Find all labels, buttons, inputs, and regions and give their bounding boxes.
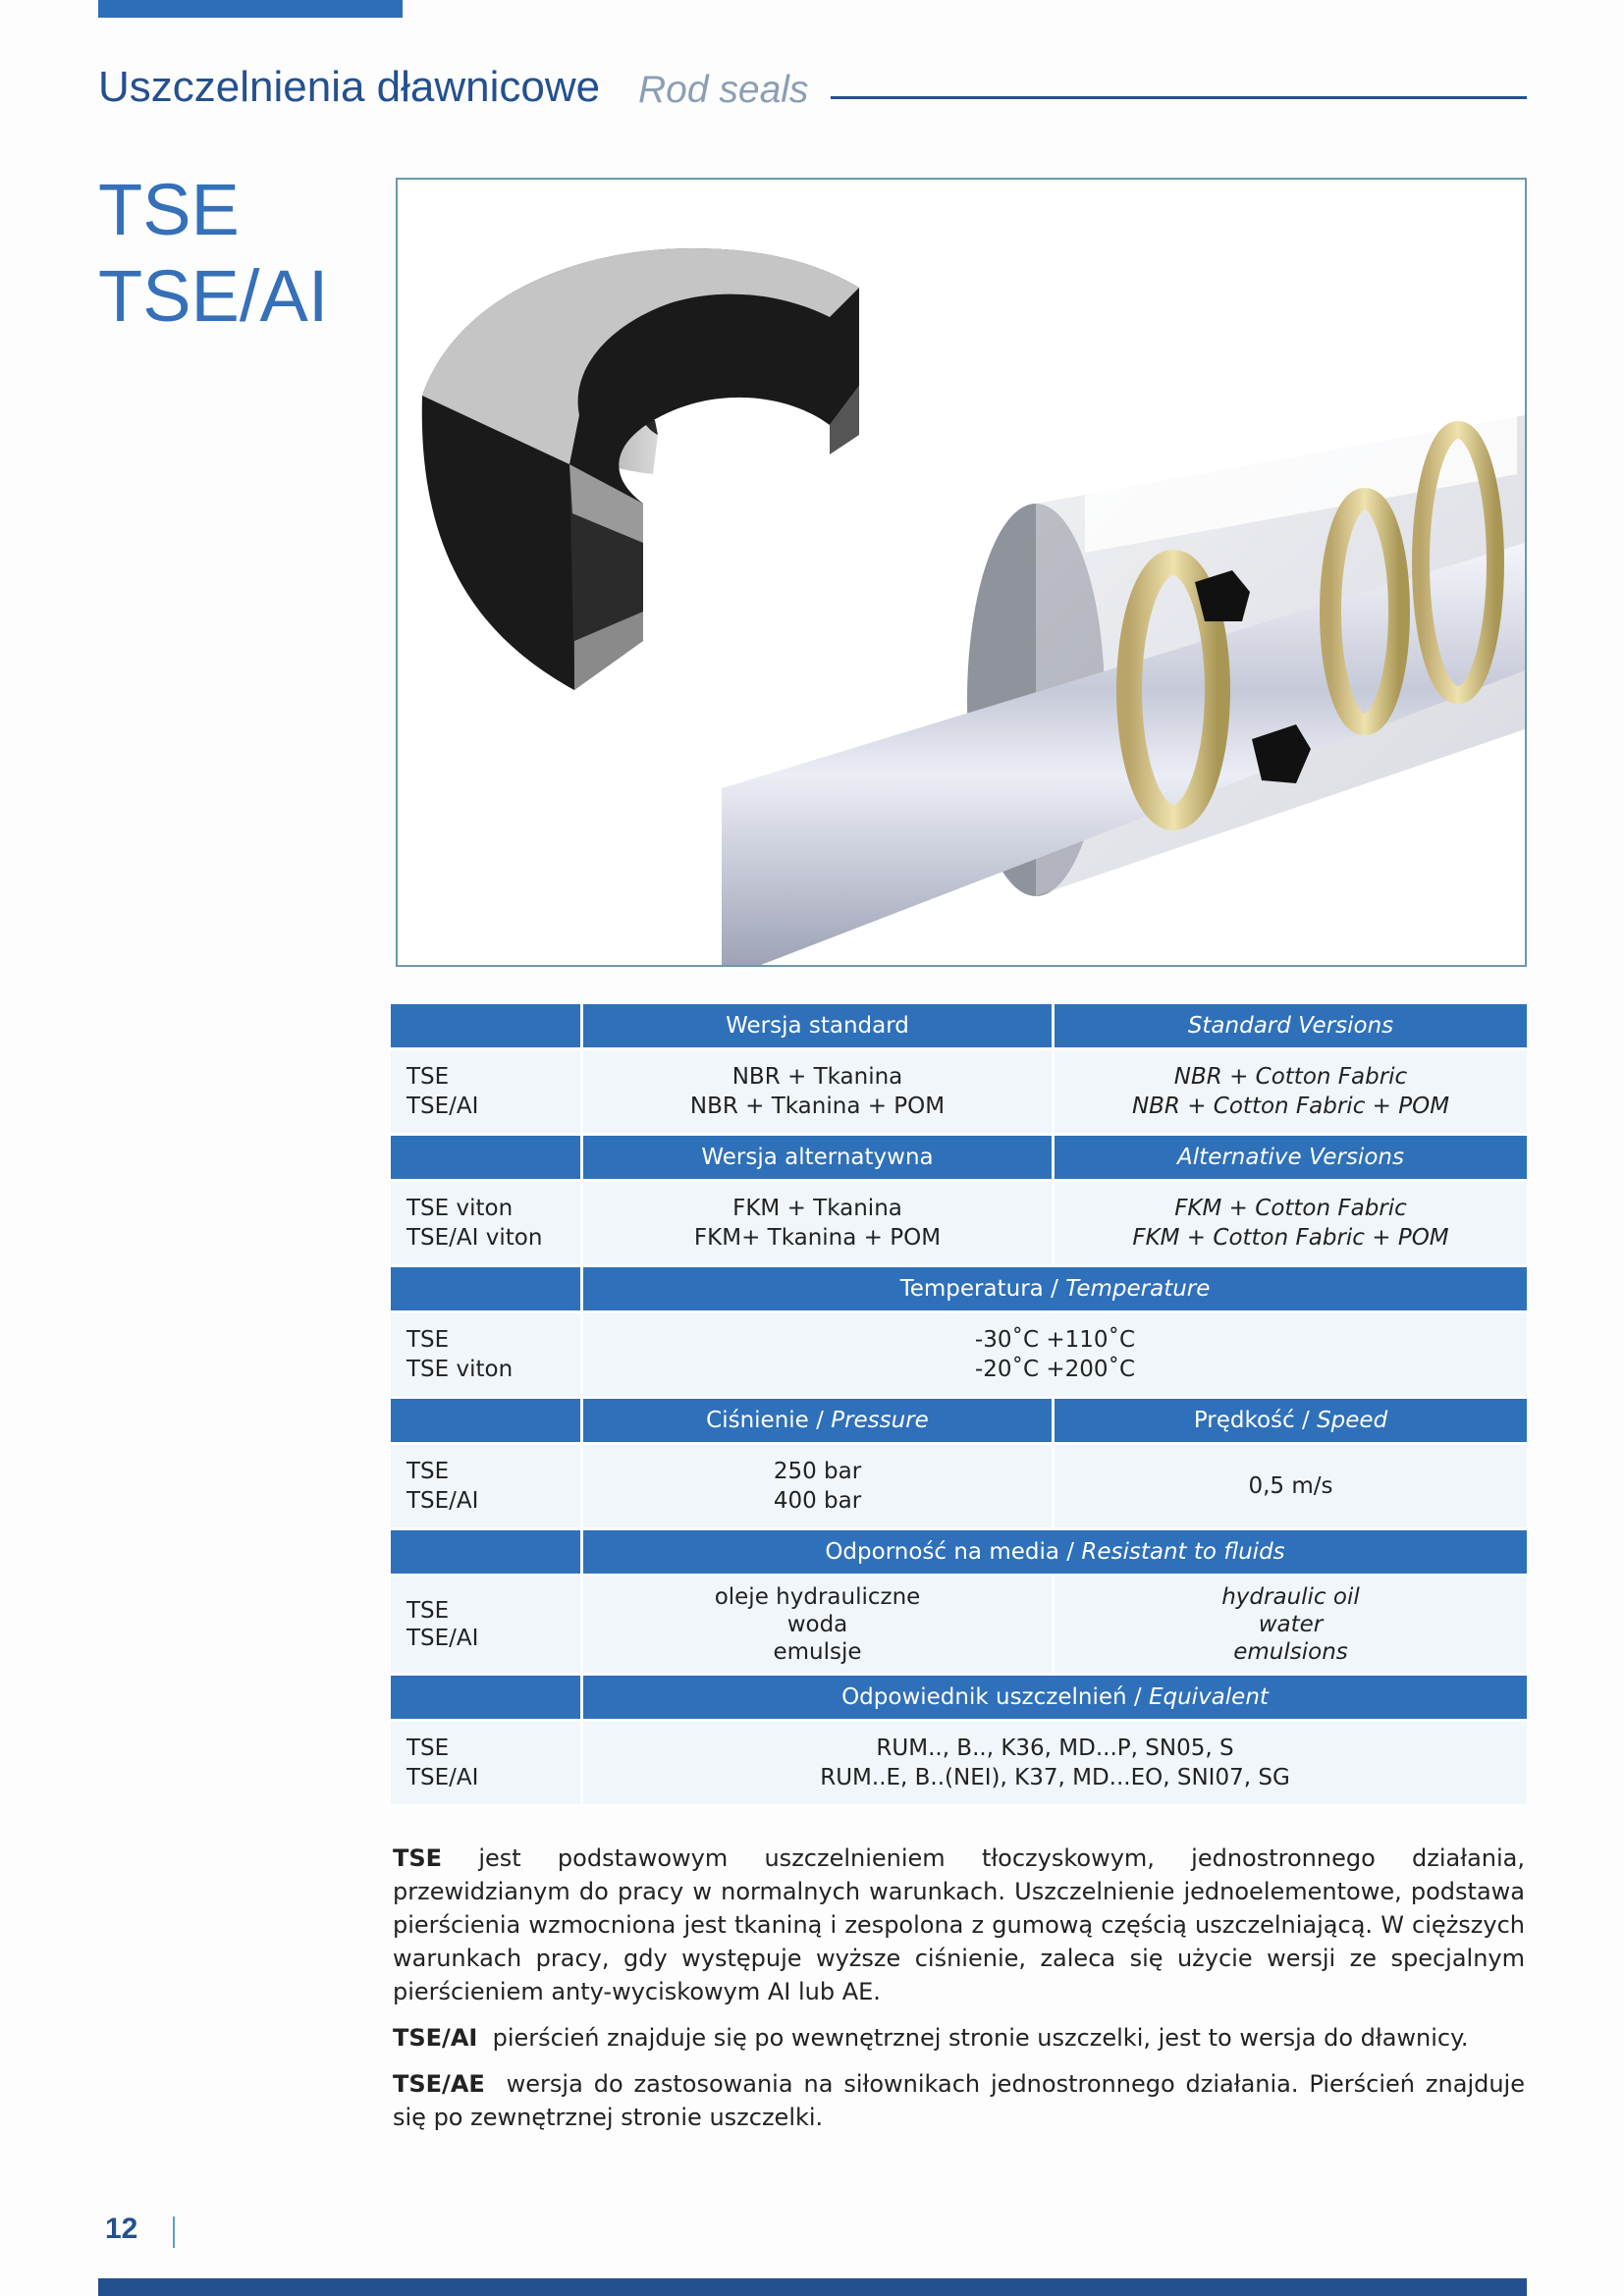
header-fluids bbox=[583, 1530, 1527, 1576]
temperature-value: -20˚C +200˚C bbox=[974, 1357, 1136, 1382]
product-name: TSE/AI bbox=[406, 1094, 479, 1119]
header-temperature bbox=[583, 1267, 1527, 1313]
header-empty-cell bbox=[391, 1267, 583, 1313]
header-speed-pl: Prędkość / bbox=[1193, 1408, 1310, 1433]
product-title-line1: TSE bbox=[98, 169, 240, 250]
table-row bbox=[391, 1445, 1527, 1530]
description-term: TSE bbox=[393, 1844, 443, 1872]
table-header-row bbox=[391, 1136, 1527, 1182]
product-name: TSE bbox=[406, 1064, 450, 1090]
table-row bbox=[391, 1182, 1527, 1267]
material-en: FKM + Cotton Fabric bbox=[1174, 1196, 1407, 1221]
header-standard-pl: Wersja standard bbox=[583, 1004, 1055, 1050]
header-empty-cell bbox=[391, 1676, 583, 1722]
pressure-value: 250 bar bbox=[773, 1459, 862, 1484]
fluid-pl: woda bbox=[786, 1612, 848, 1637]
material-en: FKM + Cotton Fabric + POM bbox=[1132, 1225, 1449, 1251]
product-name-cell bbox=[391, 1576, 583, 1676]
table-row bbox=[391, 1313, 1527, 1399]
product-title-line2: TSE/AI bbox=[98, 255, 329, 337]
fluid-en: emulsions bbox=[1233, 1639, 1348, 1665]
header-fluids-pl: Odporność na media / bbox=[825, 1539, 1075, 1565]
product-name: TSE/AI bbox=[406, 1765, 479, 1790]
header-empty-cell bbox=[391, 1399, 583, 1445]
top-accent-bar bbox=[98, 0, 403, 18]
fluid-pl: emulsje bbox=[773, 1639, 862, 1665]
product-name: TSE viton bbox=[406, 1196, 514, 1221]
description-body: wersja do zastosowania na siłownikach jednostronnego działania. Pierścień znajduje się po zewnętrznej stronie uszczelki. bbox=[393, 2070, 1533, 2131]
fluids-en-cell bbox=[1055, 1576, 1527, 1676]
header-empty-cell bbox=[391, 1530, 583, 1576]
table-header-row bbox=[391, 1004, 1527, 1050]
page-header bbox=[98, 63, 1527, 122]
material-en-cell bbox=[1055, 1182, 1527, 1267]
page-number-separator bbox=[173, 2216, 175, 2248]
header-standard-en: Standard Versions bbox=[1055, 1004, 1527, 1050]
material-pl-cell bbox=[583, 1050, 1055, 1136]
description-body: jest podstawowym uszczelnieniem tłoczyskowym, jednostronnego działania, przewidzianym do pracy w normalnych warunkach. Uszczelnienie jednoelementowe, podstawa pierścienia wzmocniona jest tkaniną i zespolona z gumową częścią uszczelniającą. W cięższych warunkach pracy, gdy występuje wyższe ciśnienie, zaleca się użycie wersji ze specjalnym pierścieniem anty-wyciskowym AI lub AE. bbox=[393, 1844, 1525, 2005]
fluid-en: water bbox=[1258, 1612, 1324, 1637]
product-name: TSE viton bbox=[406, 1357, 514, 1382]
header-fluids-en: Resistant to fluids bbox=[1081, 1539, 1285, 1565]
description-term: TSE/AI bbox=[393, 2024, 478, 2052]
description-term: TSE/AE bbox=[393, 2070, 485, 2098]
table-header-row bbox=[391, 1676, 1527, 1722]
equivalent-value: RUM.., B.., K36, MD...P, SN05, S bbox=[876, 1735, 1234, 1761]
product-name-cell bbox=[391, 1722, 583, 1807]
pressure-cell bbox=[583, 1445, 1055, 1530]
header-empty-cell bbox=[391, 1136, 583, 1182]
header-pressure-pl: Ciśnienie / bbox=[706, 1408, 824, 1433]
header-pressure-en: Pressure bbox=[831, 1408, 929, 1433]
fluids-pl-cell bbox=[583, 1576, 1055, 1676]
table-header-row bbox=[391, 1267, 1527, 1313]
description-text bbox=[393, 1842, 1533, 2147]
product-name: TSE/AI bbox=[406, 1626, 479, 1651]
product-name: TSE bbox=[406, 1327, 450, 1353]
product-name: TSE bbox=[406, 1459, 450, 1484]
material-en: NBR + Cotton Fabric + POM bbox=[1131, 1094, 1450, 1119]
header-temperature-pl: Temperatura / bbox=[899, 1276, 1058, 1302]
material-pl: FKM + Tkanina bbox=[732, 1196, 902, 1221]
fluid-en: hydraulic oil bbox=[1221, 1584, 1360, 1610]
material-pl: NBR + Tkanina + POM bbox=[689, 1094, 946, 1119]
description-body: pierścień znajduje się po wewnętrznej stronie uszczelki, jest to wersja do dławnicy. bbox=[477, 2024, 1469, 2052]
product-name-cell bbox=[391, 1313, 583, 1399]
description-paragraph bbox=[393, 2067, 1533, 2134]
header-speed bbox=[1055, 1399, 1527, 1445]
header-empty-cell bbox=[391, 1004, 583, 1050]
header-title-en: Rod seals bbox=[638, 69, 809, 111]
product-name: TSE/AI viton bbox=[406, 1225, 543, 1251]
product-title bbox=[98, 167, 328, 340]
table-row bbox=[391, 1722, 1527, 1807]
description-paragraph bbox=[393, 1842, 1525, 2008]
material-en: NBR + Cotton Fabric bbox=[1173, 1064, 1408, 1090]
seal-render-image bbox=[398, 180, 1525, 965]
header-pressure bbox=[583, 1399, 1055, 1445]
product-name-cell bbox=[391, 1050, 583, 1136]
header-speed-en: Speed bbox=[1317, 1408, 1388, 1433]
header-alternative-pl: Wersja alternatywna bbox=[583, 1136, 1055, 1182]
product-illustration bbox=[396, 178, 1527, 967]
page-number: 12 bbox=[105, 2213, 138, 2245]
material-pl: NBR + Tkanina bbox=[731, 1064, 903, 1090]
material-pl: FKM+ Tkanina + POM bbox=[693, 1225, 942, 1251]
header-temperature-en: Temperature bbox=[1065, 1276, 1211, 1302]
product-name: TSE bbox=[406, 1598, 450, 1624]
equivalent-cell bbox=[583, 1722, 1527, 1807]
product-name: TSE/AI bbox=[406, 1488, 479, 1514]
header-rule bbox=[831, 96, 1527, 99]
pressure-value: 400 bar bbox=[773, 1488, 862, 1514]
product-name: TSE bbox=[406, 1735, 450, 1761]
bottom-accent-bar bbox=[98, 2278, 1527, 2296]
header-equivalent-pl: Odpowiednik uszczelnień / bbox=[841, 1684, 1142, 1710]
product-name-cell bbox=[391, 1445, 583, 1530]
temperature-cell bbox=[583, 1313, 1527, 1399]
description-paragraph bbox=[393, 2021, 1525, 2055]
specification-table bbox=[391, 1004, 1527, 1807]
header-equivalent bbox=[583, 1676, 1527, 1722]
table-row bbox=[391, 1050, 1527, 1136]
table-row bbox=[391, 1576, 1527, 1676]
material-en-cell bbox=[1055, 1050, 1527, 1136]
product-name-cell bbox=[391, 1182, 583, 1267]
equivalent-value: RUM..E, B..(NEI), K37, MD...EO, SNI07, SG bbox=[820, 1765, 1290, 1790]
material-pl-cell bbox=[583, 1182, 1055, 1267]
temperature-value: -30˚C +110˚C bbox=[974, 1327, 1136, 1353]
header-alternative-en: Alternative Versions bbox=[1055, 1136, 1527, 1182]
header-equivalent-en: Equivalent bbox=[1148, 1684, 1269, 1710]
table-header-row bbox=[391, 1399, 1527, 1445]
table-header-row bbox=[391, 1530, 1527, 1576]
speed-cell: 0,5 m/s bbox=[1055, 1445, 1527, 1530]
fluid-pl: oleje hydrauliczne bbox=[714, 1584, 921, 1610]
header-title-pl: Uszczelnienia dławnicowe bbox=[98, 63, 601, 111]
